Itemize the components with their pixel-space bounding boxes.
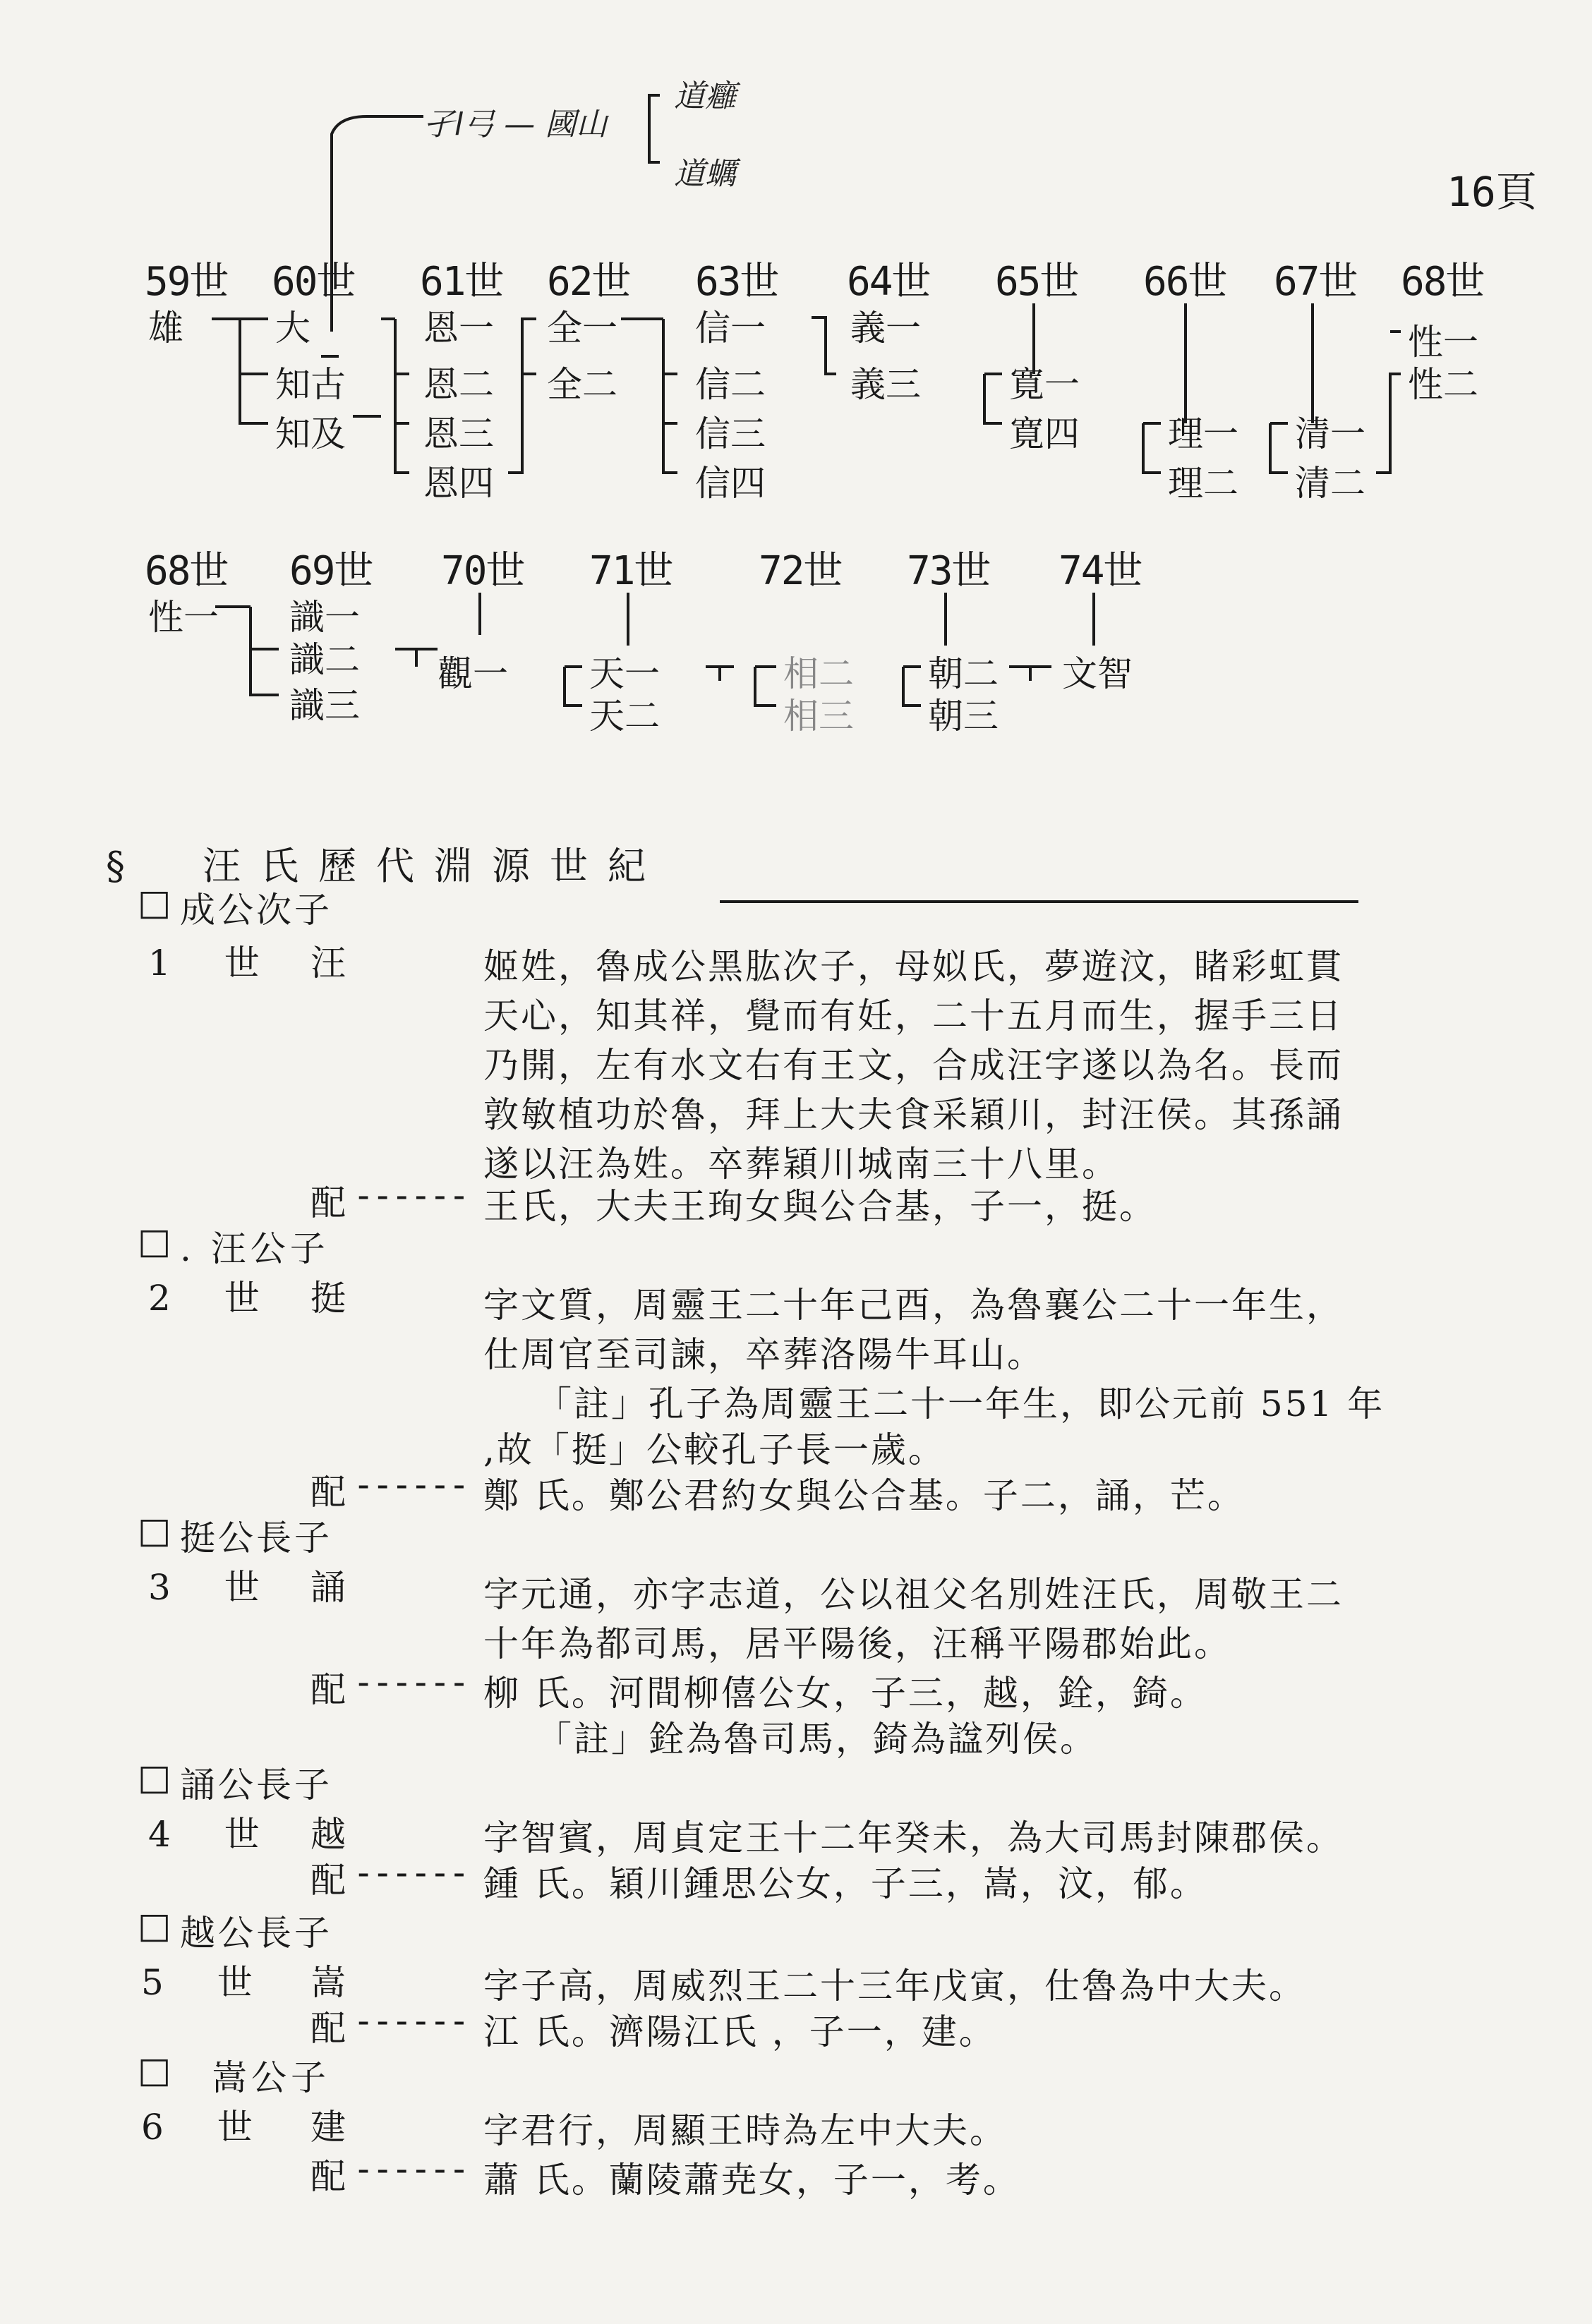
entry-generation: 1 世 — [148, 943, 281, 984]
person-name: 大 — [275, 308, 310, 349]
person-name: 全一 — [547, 308, 617, 349]
person-name: 信二 — [695, 364, 766, 405]
generation-label: 74世 — [1059, 548, 1142, 594]
entry-text-line: 敦敏植功於魯，拜上大夫食采穎川，封汪侯。其孫誦 — [483, 1094, 1344, 1135]
spouse-text: 鄭 氏。鄭公君約女與公合基。子二，誦，芒。 — [483, 1475, 1245, 1516]
entry-name: 誦 — [310, 1567, 346, 1608]
entry-generation: 2 世 — [148, 1278, 281, 1319]
person-name: 性二 — [1408, 364, 1478, 405]
generation-label: 63世 — [695, 259, 778, 305]
person-name: 信三 — [695, 413, 766, 454]
person-name: 知古 — [275, 364, 346, 405]
spouse-dash: ------ — [353, 2148, 468, 2189]
spouse-dash: ------ — [353, 1175, 468, 1216]
entry-text-line: 姬姓，魯成公黑肱次子，母姒氏，夢遊汶，睹彩虹貫 — [483, 946, 1344, 987]
entry-relation: 成公次子 — [180, 890, 332, 931]
handwritten-name-1: 道癰 — [674, 78, 736, 114]
person-name: 識二 — [289, 639, 360, 680]
person-name: 朝二 — [928, 653, 999, 694]
person-name: 知及 — [275, 413, 346, 454]
entry-relation: . 汪公子 — [180, 1228, 330, 1269]
spouse-label: 配 — [310, 1472, 346, 1513]
person-name: 恩三 — [423, 413, 494, 454]
person-name: 雄 — [148, 308, 183, 349]
person-name: 義三 — [850, 364, 921, 405]
generation-label: 59世 — [145, 259, 228, 305]
entry-text-line: 天心，知其祥，覺而有妊，二十五月而生，握手三日 — [483, 995, 1344, 1036]
entry-text-line: 仕周官至司諫，卒葬洛陽牛耳山。 — [483, 1334, 1044, 1375]
entry-generation: 5 世 — [141, 1962, 274, 2003]
generation-label: 64世 — [847, 259, 930, 305]
spouse-label: 配 — [310, 1182, 346, 1223]
generation-label: 68世 — [145, 548, 228, 594]
spouse-label: 配 — [310, 1669, 346, 1710]
generation-label: 67世 — [1274, 259, 1357, 305]
person-name: 信一 — [695, 308, 766, 349]
entry-relation: 嵩公子 — [212, 2057, 330, 2098]
generation-label: 71世 — [589, 548, 673, 594]
person-name: 清二 — [1295, 463, 1365, 504]
person-name: 寛一 — [1009, 364, 1080, 405]
handwritten-name-2: 道蠣 — [674, 156, 736, 192]
entry-name: 汪 — [310, 943, 346, 984]
entry-note-line: ,故「挺」公較孔子長一歲。 — [483, 1429, 946, 1470]
spouse-dash: ------ — [353, 1662, 468, 1702]
generation-label: 73世 — [907, 548, 990, 594]
spouse-dash: ------ — [353, 2000, 468, 2041]
spouse-text: 蕭 氏。蘭陵蕭尭女，子一，考。 — [483, 2160, 1020, 2201]
entry-name: 挺 — [310, 1278, 346, 1319]
person-name: 天一 — [589, 653, 660, 694]
entry-text-line: 字元通，亦字志道，公以祖父名別姓汪氏，周敬王二 — [483, 1574, 1344, 1615]
spouse-dash: ------ — [353, 1464, 468, 1505]
entry-generation: 4 世 — [148, 1814, 281, 1855]
person-name: 朝三 — [928, 696, 999, 737]
entry-relation: 挺公長子 — [180, 1518, 332, 1559]
person-name: 恩四 — [423, 463, 494, 504]
generation-label: 65世 — [995, 259, 1078, 305]
handwritten-brace — [649, 95, 660, 162]
person-name: 相二 — [783, 653, 854, 694]
person-name: 恩二 — [423, 364, 494, 405]
person-name: 理一 — [1168, 413, 1238, 454]
person-name: 文智 — [1062, 653, 1133, 694]
person-name: 清一 — [1295, 413, 1365, 454]
entry-text-line: 字子高，周威烈王二十三年戊寅，仕魯為中大夫。 — [483, 1966, 1306, 2007]
entry-generation: 6 世 — [141, 2107, 274, 2148]
spouse-label: 配 — [310, 2008, 346, 2049]
page-number: 16頁 — [1447, 168, 1537, 216]
handwritten-note: 孑l弓 — 國山 — [423, 107, 608, 143]
person-name: 信四 — [695, 463, 766, 504]
entry-name: 建 — [310, 2107, 346, 2148]
spouse-dash: ------ — [353, 1852, 468, 1893]
person-name: 寛四 — [1009, 413, 1080, 454]
entry-text-line: 字智賓，周貞定王十二年癸未，為大司馬封陳郡侯。 — [483, 1817, 1344, 1858]
generation-label: 66世 — [1143, 259, 1226, 305]
generation-label: 72世 — [759, 548, 842, 594]
person-name: 理二 — [1168, 463, 1238, 504]
person-name: 相三 — [783, 696, 854, 737]
generation-label: 68世 — [1401, 259, 1484, 305]
person-name: 識一 — [289, 597, 360, 638]
entry-text-line: 字文質，周靈王二十年己酉，為魯襄公二十一年生， — [483, 1285, 1344, 1326]
person-name: 全二 — [547, 364, 617, 405]
generation-label: 60世 — [272, 259, 355, 305]
person-name: 義一 — [850, 308, 921, 349]
spouse-text: 江 氏。濟陽江氏 ，子一，建。 — [483, 2011, 996, 2052]
spouse-label: 配 — [310, 1860, 346, 1901]
entry-checkbox: □ — [138, 1221, 171, 1261]
generation-label: 69世 — [289, 548, 373, 594]
person-name: 恩一 — [423, 308, 494, 349]
entry-checkbox: □ — [138, 2050, 171, 2090]
section-title: § 汪氏歷代淵源世紀 — [106, 844, 665, 888]
spouse-text: 王氏，大夫王珣女與公合基，子一，挺。 — [483, 1186, 1157, 1227]
entry-note-line: 「註」銓為魯司馬，錡為諡列侯。 — [536, 1719, 1097, 1760]
entry-name: 嵩 — [310, 1962, 346, 2003]
entry-checkbox: □ — [138, 1905, 171, 1946]
entry-name: 越 — [310, 1814, 346, 1855]
person-name: 識三 — [289, 685, 360, 726]
entry-text-line: 乃開，左有水文右有王文，合成汪字遂以為名。長而 — [483, 1045, 1344, 1086]
entry-checkbox: □ — [138, 1510, 171, 1551]
entry-relation: 誦公長子 — [180, 1765, 332, 1805]
entry-note-line: 「註」孔子為周靈王二十一年生，即公元前 551 年 — [536, 1384, 1385, 1424]
entry-generation: 3 世 — [148, 1567, 281, 1608]
person-name: 性一 — [1408, 322, 1478, 363]
spouse-label: 配 — [310, 2156, 346, 2197]
generation-label: 61世 — [420, 259, 503, 305]
entry-checkbox: □ — [138, 882, 171, 923]
entry-text-line: 字君行，周顯王時為左中大夫。 — [483, 2110, 1007, 2151]
person-name: 天二 — [589, 696, 660, 737]
spouse-text: 柳 氏。河間柳僖公女，子三，越，銓，錡。 — [483, 1673, 1207, 1714]
generation-label: 70世 — [441, 548, 524, 594]
entry-text-line: 遂以汪為姓。卒葬穎川城南三十八里。 — [483, 1144, 1119, 1185]
person-name: 觀一 — [438, 653, 508, 694]
generation-label: 62世 — [547, 259, 630, 305]
person-name: 性一 — [148, 597, 219, 638]
entry-relation: 越公長子 — [180, 1913, 332, 1954]
entry-checkbox: □ — [138, 1757, 171, 1798]
spouse-text: 鍾 氏。穎川鍾思公女，子三，嵩，汶，郁。 — [483, 1863, 1207, 1904]
entry-text-line: 十年為都司馬，居平陽後，汪稱平陽郡始此。 — [483, 1623, 1231, 1664]
